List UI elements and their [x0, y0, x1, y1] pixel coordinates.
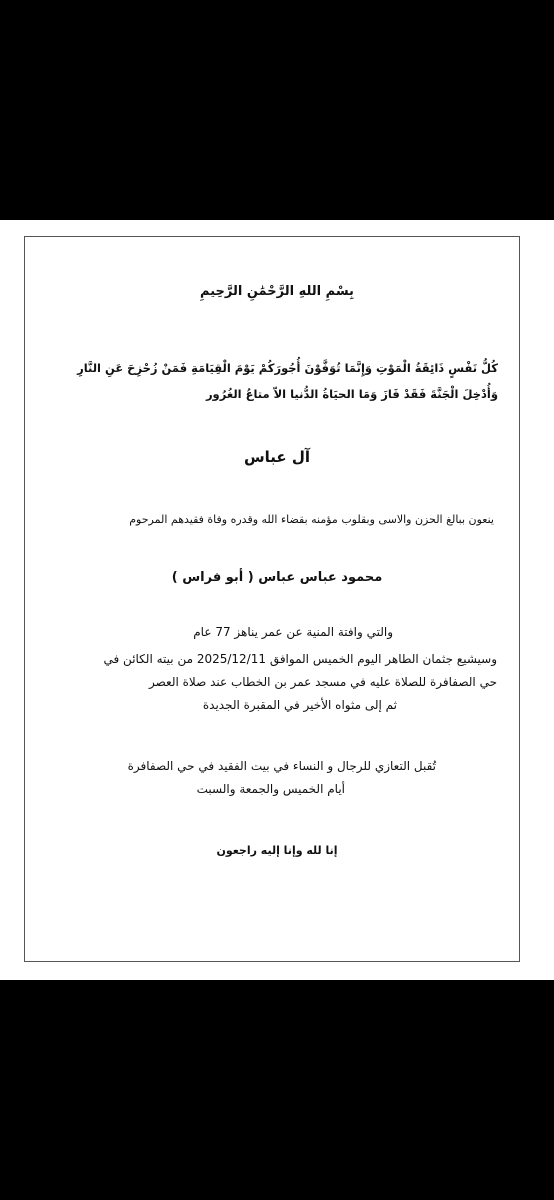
funeral-line-2: حي الصفافرة للصلاة عليه في مسجد عمر بن الخطاب عند صلاة العصر [149, 675, 497, 689]
closing-phrase: إنا لله وإنا إليه راجعون [216, 844, 338, 857]
condolence-line-2: أيام الخميس والجمعة والسبت [196, 782, 345, 796]
verse-line-2: وَأُدْخِلَ الْجَنَّةَ فَقَدْ فَازَ وَمَا الحيَاةُ الدُّنيا الاّ متاعُ الغُرُور [205, 387, 498, 401]
bottom-black-bar [0, 980, 554, 1200]
verse-line-1: كُلُّ نَفْسٍ ذَائِقَةُ الْمَوْتِ وَإِنَّمَا تُوَفَّوْنَ أُجُورَكُمْ يَوْمَ الْقِيَامَةِ فَمَنْ زُحْزِحَ عَنِ النَّارِ [77, 361, 498, 375]
obituary-page [0, 220, 554, 980]
announcement-text: ينعون ببالغ الحزن والاسى وبقلوب مؤمنه بقضاء الله وقدره وفاة فقيدهم المرحوم [129, 513, 494, 526]
age-line: والتي وافتة المنية عن عمر يناهز 77 عام [193, 625, 393, 639]
condolence-line-1: تُقبل التعازي للرجال و النساء في بيت الفقيد في حي الصفافرة [127, 759, 436, 773]
top-black-bar [0, 0, 554, 220]
funeral-line-1: وسيشيع جثمان الطاهر اليوم الخميس الموافق 2025/12/11 من بيته الكائن في [103, 652, 497, 666]
family-name: آل عباس [243, 448, 311, 466]
basmala: بِسْمِ اللهِ الرَّحْمَٰنِ الرَّحِيمِ [200, 284, 354, 299]
funeral-line-3: ثم إلى مثواه الأخير في المقبرة الجديدة [202, 698, 397, 712]
deceased-name: محمود عباس عباس ( أبو فراس ) [171, 570, 383, 585]
